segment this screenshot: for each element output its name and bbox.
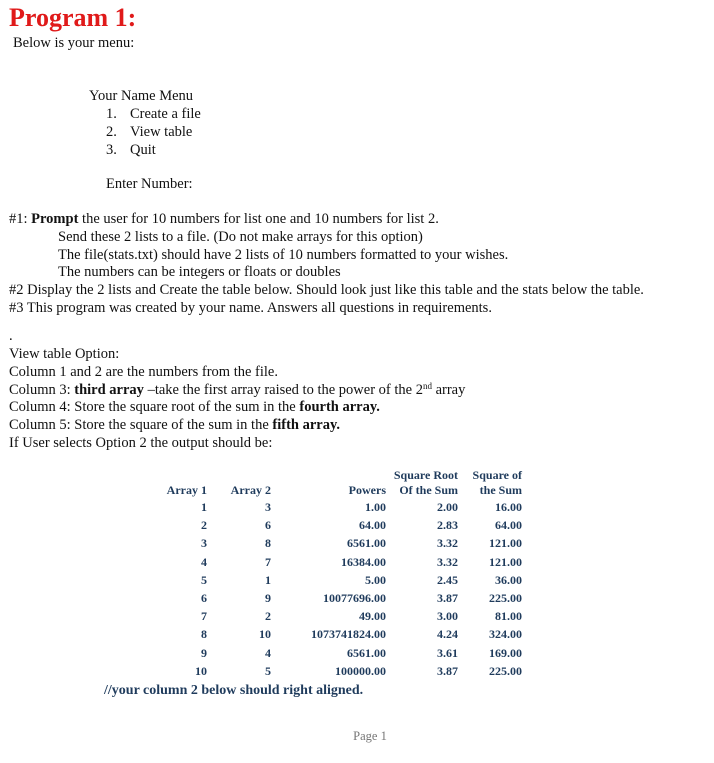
requirement-1: #1: Prompt the user for 10 numbers for list one and 10 numbers for list 2. (9, 211, 439, 227)
header-cell: the Sum (479, 483, 522, 497)
header-cell: Array 2 (230, 483, 271, 497)
table-row: 2 6 64.00 2.83 64.00 (201, 518, 522, 533)
table-header-row (150, 468, 522, 482)
header-cell: Square Root (393, 468, 458, 482)
page-number: Page 1 (353, 729, 387, 743)
requirement-1-sub: The numbers can be integers or floats or doubles (58, 264, 341, 280)
requirement-1-sub: The file(stats.txt) should have 2 lists of 10 numbers formatted to your wishes. (58, 247, 509, 263)
table-row: 9 4 6561.00 3.61 169.00 (201, 645, 522, 660)
table-row: 5 1 5.00 2.45 36.00 (201, 572, 522, 587)
requirement-1-sub: Send these 2 lists to a file. (Do not make arrays for this option) (58, 229, 423, 245)
output-table (150, 468, 522, 680)
header-cell: Of the Sum (399, 483, 458, 497)
program-title: Program 1: (9, 3, 137, 32)
column-3-desc: Column 3: third array –take the first array raised to the power of the 2nd array (9, 381, 466, 398)
menu-item: 3. Quit (106, 142, 156, 158)
view-option-heading: View table Option: (9, 346, 120, 362)
menu-item: 2. View table (106, 124, 193, 140)
menu-item: 1. Create a file (106, 106, 201, 122)
intro-text: Below is your menu: (13, 35, 135, 51)
separator-dot: . (9, 328, 13, 344)
requirement-2: #2 Display the 2 lists and Create the table below. Should look just like this table and the stats below the table. (9, 282, 644, 298)
table-row: 7 2 49.00 3.00 81.00 (201, 609, 522, 624)
menu-list (106, 105, 201, 159)
table-row: 10 5 100000.00 3.87 225.00 (195, 663, 522, 678)
table-row: 3 8 6561.00 3.32 121.00 (201, 536, 522, 551)
alignment-note: //your column 2 below should right aligned. (104, 683, 364, 698)
header-cell: Array 1 (166, 483, 207, 497)
header-cell (207, 468, 271, 482)
table-row: 6 9 10077696.00 3.87 225.00 (201, 591, 522, 606)
table-row: 8 10 1073741824.00 4.24 324.00 (201, 627, 522, 642)
column-5-desc: Column 5: Store the square of the sum in the fifth array. (9, 417, 341, 433)
header-cell (150, 468, 207, 482)
column-1-2-desc: Column 1 and 2 are the numbers from the file. (9, 364, 278, 380)
header-cell (271, 468, 386, 482)
header-cell: Square of (472, 468, 522, 482)
output-intro: If User selects Option 2 the output should be: (9, 435, 273, 451)
requirement-3: #3 This program was created by your name. Answers all questions in requirements. (9, 300, 492, 316)
header-cell: Powers (348, 483, 386, 497)
menu-prompt: Enter Number: (106, 176, 193, 192)
column-4-desc: Column 4: Store the square root of the sum in the fourth array. (9, 399, 380, 415)
table-row: 4 7 16384.00 3.32 121.00 (201, 554, 522, 569)
table-header-row (150, 482, 522, 498)
table-row: 1 3 1.00 2.00 16.00 (201, 500, 522, 514)
menu-heading: Your Name Menu (89, 88, 194, 104)
